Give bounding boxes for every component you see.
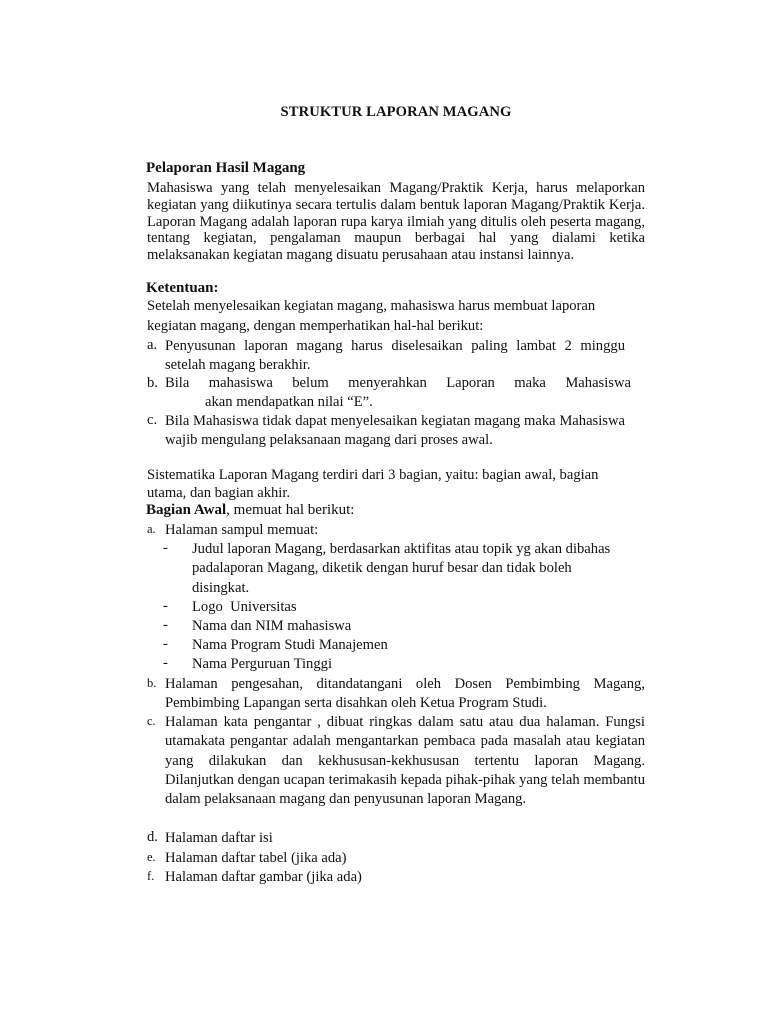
subitem-text: Logo Universitas bbox=[192, 599, 297, 615]
list-item-text: Halaman daftar isi bbox=[165, 830, 273, 846]
ketentuan-intro-line-2: kegiatan magang, dengan memperhatikan hal-hal berikut: bbox=[147, 318, 484, 334]
word: mahasiswa bbox=[208, 375, 273, 391]
list-marker: c. bbox=[147, 714, 156, 728]
ketentuan-intro-line-1: Setelah menyelesaikan kegiatan magang, mahasiswa harus membuat laporan bbox=[147, 298, 596, 314]
list-marker: e. bbox=[147, 850, 156, 864]
list-marker: f. bbox=[147, 869, 155, 883]
word: belum bbox=[292, 375, 329, 391]
word: maka bbox=[514, 375, 546, 391]
list-item-text: Halaman kata pengantar , dibuat ringkas dalam satu atau dua halaman. Fungsi utamakata pengantar adalah mengantarkan pembaca pada masalah atau kegiatan yang dilakukan dan kekhususan-kekhususan tertentu laporan Magang. Dilanjutkan dengan ucapan terimakasih kepada pihak-pihak yang telah membantu dalam pelaksanaan magang dan penyusunan laporan Magang. bbox=[165, 714, 645, 808]
list-marker: a. bbox=[147, 337, 158, 353]
list-item-text: Halaman daftar tabel (jika ada) bbox=[165, 850, 347, 866]
word: Mahasiswa bbox=[565, 375, 631, 391]
document-title: STRUKTUR LAPORAN MAGANG bbox=[280, 104, 512, 120]
sistematika-line-2: utama, dan bagian akhir. bbox=[147, 485, 291, 501]
subitem-text: Nama dan NIM mahasiswa bbox=[192, 618, 352, 634]
subitem-text: Nama Program Studi Manajemen bbox=[192, 637, 388, 653]
bagian-awal-heading bbox=[146, 502, 354, 519]
subitem-text: Judul laporan Magang, berdasarkan aktifitas atau topik yg akan dibahas padalaporan Magang, diketik dengan huruf besar dan tidak boleh disingkat. bbox=[192, 541, 611, 596]
sistematika-line-1: Sistematika Laporan Magang terdiri dari 3 bagian, yaitu: bagian awal, bagian bbox=[147, 467, 599, 483]
list-marker: b. bbox=[147, 375, 158, 391]
list-marker: c. bbox=[147, 412, 158, 428]
section-heading-ketentuan: Ketentuan: bbox=[146, 280, 219, 296]
dash-marker: - bbox=[163, 617, 168, 633]
list-item-text: Bila Mahasiswa tidak dapat menyelesaikan kegiatan magang maka Mahasiswa wajib mengulang pelaksanaan magang dari proses awal. bbox=[165, 413, 625, 449]
list-item-text: Halaman daftar gambar (jika ada) bbox=[165, 869, 362, 885]
list-item-text: Penyusunan laporan magang harus diselesaikan paling lambat 2 minggu setelah magang berakhir. bbox=[165, 338, 625, 374]
list-marker: d. bbox=[147, 829, 158, 845]
list-item-text: Halaman sampul memuat: bbox=[165, 522, 319, 538]
word: menyerahkan bbox=[348, 375, 427, 391]
list-item-text: Halaman pengesahan, ditandatangani oleh Dosen Pembimbing Magang, Pembimbing Lapangan serta disahkan oleh Ketua Program Studi. bbox=[165, 676, 645, 712]
list-item-text-line-2: akan mendapatkan nilai “E”. bbox=[205, 394, 373, 410]
bagian-awal-heading-bold: Bagian Awal bbox=[146, 502, 227, 518]
dash-marker: - bbox=[163, 636, 168, 652]
word: Bila bbox=[165, 375, 190, 391]
dash-marker: - bbox=[163, 598, 168, 614]
list-item-spread-line bbox=[165, 375, 631, 392]
bagian-awal-heading-rest: , memuat hal berikut: bbox=[226, 502, 355, 518]
word: Laporan bbox=[446, 375, 495, 391]
list-marker: a. bbox=[147, 522, 156, 536]
list-marker: b. bbox=[147, 676, 157, 690]
paragraph-pelaporan: Mahasiswa yang telah menyelesaikan Magang/Praktik Kerja, harus melaporkan kegiatan yang diikutinya secara tertulis dalam bentuk laporan Magang/Praktik Kerja. Laporan Magang adalah laporan rupa karya ilmiah yang ditulis oleh peserta magang, tentang kegiatan, pengalaman maupun berbagai hal yang dialami ketika melaksanakan kegiatan magang disuatu perusahaan atau instansi lainnya. bbox=[147, 180, 645, 264]
subitem-text: Nama Perguruan Tinggi bbox=[192, 656, 332, 672]
section-heading-pelaporan: Pelaporan Hasil Magang bbox=[146, 160, 306, 176]
dash-marker: - bbox=[163, 540, 168, 556]
dash-marker: - bbox=[163, 655, 168, 671]
